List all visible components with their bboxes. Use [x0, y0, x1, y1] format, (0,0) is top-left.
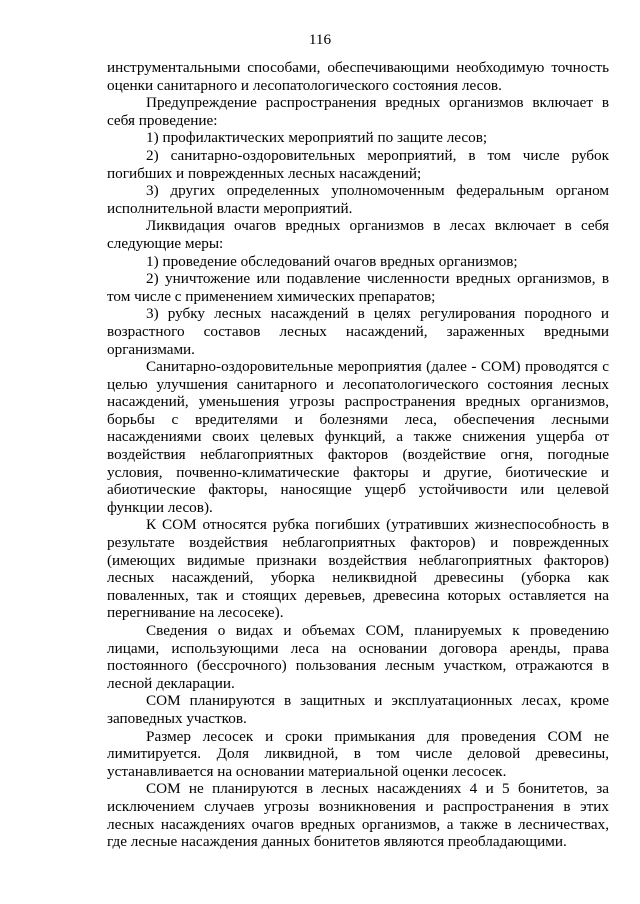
list-item-liquidation-3: 3) рубку лесных насаждений в целях регулирования породного и возрастного составов лесных насаждений, зараженных вредными организмами.: [107, 305, 609, 358]
paragraph-prevention-intro: Предупреждение распространения вредных организмов включает в себя проведение:: [107, 94, 609, 129]
paragraph-liquidation-intro: Ликвидация очагов вредных организмов в лесах включает в себя следующие меры:: [107, 217, 609, 252]
paragraph-som-declaration: Сведения о видах и объемах СОМ, планируемых к проведению лицами, использующими леса на основании договора аренды, права постоянного (бессрочного) пользования лесным участком, отражаются в лесной декларации.: [107, 622, 609, 692]
page-number: 116: [308, 31, 332, 48]
paragraph-continuation: инструментальными способами, обеспечивающими необходимую точность оценки санитарного и лесопатологического состояния лесов.: [107, 59, 609, 94]
list-item-liquidation-1: 1) проведение обследований очагов вредных организмов;: [146, 252, 518, 270]
list-item-prevention-3: 3) других определенных уполномоченным федеральным органом исполнительной власти мероприятий.: [107, 182, 609, 217]
list-item-prevention-2: 2) санитарно-оздоровительных мероприятий, в том числе рубок погибших и поврежденных лесных насаждений;: [107, 146, 609, 182]
paragraph-som-scope: К СОМ относятся рубка погибших (утративших жизнеспособность в результате воздействия неблагоприятных факторов) и поврежденных (имеющих видимые признаки воздействия неблагоприятных факторов) лесных насаждений, уборка неликвидной древесины (уборка как поваленных, так и стоящих деревьев, древесина которых оставляется на перегнивание на лесосеке).: [107, 516, 609, 622]
paragraph-som-definition: Санитарно-оздоровительные мероприятия (далее - СОМ) проводятся с целью улучшения санитарного и лесопатологического состояния лесных насаждений, уменьшения угрозы распространения вредных организмов, борьбы с вредителями и болезнями леса, обеспечения лесными насаждениями своих целевых функций, а также снижения ущерба от воздействия неблагоприятных факторов (воздействие огня, погодные условия, почвенно-климатические факторы и другие, биотические и абиотические факторы, наносящие ущерб устойчивости или целевой функции лесов).: [107, 358, 609, 516]
list-item-liquidation-2: 2) уничтожение или подавление численности вредных организмов, в том числе с применением химических препаратов;: [107, 270, 609, 305]
list-item-prevention-1: 1) профилактических мероприятий по защите лесов;: [146, 129, 488, 147]
paragraph-som-bonitet: СОМ не планируются в лесных насаждениях 4 и 5 бонитетов, за исключением случаев угрозы возникновения и распространения в этих лесных насаждениях очагов вредных организмов, а также в лесничествах, где лесные насаждения данных бонитетов являются преобладающими.: [107, 780, 609, 851]
document-body: [107, 59, 609, 851]
paragraph-som-cutting-area: Размер лесосек и сроки примыкания для проведения СОМ не лимитируется. Доля ликвидной, в том числе деловой древесины, устанавливается на основании материальной оценки лесосек.: [107, 727, 609, 780]
paragraph-som-forests: СОМ планируются в защитных и эксплуатационных лесах, кроме заповедных участков.: [107, 692, 609, 727]
